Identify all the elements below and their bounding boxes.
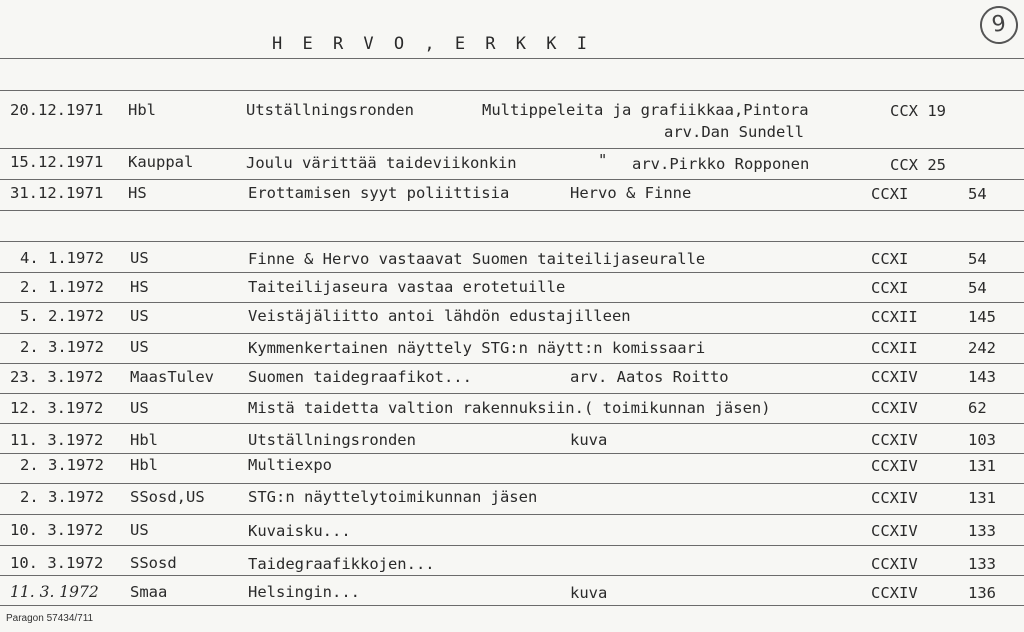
entry-date: 10. 3.1972	[10, 521, 104, 539]
entry-source: Kauppal	[128, 153, 194, 171]
entry-date: 31.12.1971	[10, 184, 104, 202]
entry-ref: CCXIV	[871, 522, 918, 540]
rule	[0, 453, 1024, 454]
rule	[0, 605, 1024, 606]
entry-note: kuva	[570, 584, 608, 602]
rule	[0, 90, 1024, 91]
entry-page: 54	[968, 250, 987, 268]
entry-source: Hbl	[128, 101, 156, 119]
entry-page: 62	[968, 399, 987, 417]
entry-date: 2. 3.1972	[20, 338, 104, 356]
entry-ref: CCX 25	[890, 156, 946, 174]
entry-ref: CCXI	[871, 185, 909, 203]
entry-note: Hervo & Finne	[570, 184, 692, 202]
entry-ref: CCXII	[871, 308, 918, 326]
rule	[0, 179, 1024, 180]
entry-reviewer: arv.Dan Sundell	[664, 123, 804, 141]
entry-page: 131	[968, 489, 996, 507]
entry-ref: CCXIV	[871, 584, 918, 602]
card-number: 9	[978, 4, 1021, 47]
rule	[0, 545, 1024, 546]
entry-source: SSosd,US	[130, 488, 205, 506]
card-title: H E R V O , E R K K I	[272, 34, 592, 54]
entry-source: US	[130, 338, 149, 356]
entry-note: kuva	[570, 431, 608, 449]
entry-ref: CCXIV	[871, 368, 918, 386]
rule	[0, 210, 1024, 211]
rule	[0, 302, 1024, 303]
rule	[0, 575, 1024, 576]
entry-ref: CCXI	[871, 250, 909, 268]
entry-date: 4. 1.1972	[20, 249, 104, 267]
rule	[0, 423, 1024, 424]
entry-date: 20.12.1971	[10, 101, 104, 119]
entry-source: US	[130, 307, 149, 325]
entry-source: Hbl	[130, 431, 158, 449]
entry-page: 136	[968, 584, 996, 602]
entry-ref: CCX 19	[890, 102, 946, 120]
rule	[0, 483, 1024, 484]
entry-page: 133	[968, 522, 996, 540]
entry-source: Hbl	[130, 456, 158, 474]
entry-title: Mistä taidetta valtion rakennuksiin.( toimikunnan jäsen)	[248, 399, 771, 417]
entry-ref: CCXIV	[871, 489, 918, 507]
entry-ref: CCXIV	[871, 431, 918, 449]
entry-ref: CCXIV	[871, 555, 918, 573]
entry-date: 12. 3.1972	[10, 399, 104, 417]
entry-title: Finne & Hervo vastaavat Suomen taiteilijaseuralle	[248, 250, 706, 268]
rule	[0, 393, 1024, 394]
rule	[0, 514, 1024, 515]
entry-date: 2. 3.1972	[20, 488, 104, 506]
entry-source: HS	[128, 184, 147, 202]
entry-source: US	[130, 521, 149, 539]
entry-source: SSosd	[130, 554, 177, 572]
entry-note: arv. Aatos Roitto	[570, 368, 729, 386]
entry-page: 143	[968, 368, 996, 386]
rule	[0, 148, 1024, 149]
entry-page: 131	[968, 457, 996, 475]
entry-title: Suomen taidegraafikot...	[248, 368, 472, 386]
entry-ref: CCXI	[871, 279, 909, 297]
entry-date: 2. 1.1972	[20, 278, 104, 296]
entry-page: 54	[968, 185, 987, 203]
entry-source: MaasTulev	[130, 368, 214, 386]
rule	[0, 58, 1024, 59]
printer-imprint: Paragon 57434/711	[6, 613, 94, 624]
entry-date: 11. 3.1972	[10, 431, 104, 449]
entry-page: 145	[968, 308, 996, 326]
entry-title: Multiexpo	[248, 456, 332, 474]
entry-page: 242	[968, 339, 996, 357]
entry-date: 2. 3.1972	[20, 456, 104, 474]
rule	[0, 333, 1024, 334]
rule	[0, 272, 1024, 273]
entry-page: 54	[968, 279, 987, 297]
entry-title: Joulu värittää taideviikonkin	[246, 154, 517, 172]
rule	[0, 363, 1024, 364]
entry-title: STG:n näyttelytoimikunnan jäsen	[248, 488, 538, 506]
entry-note: "	[598, 151, 608, 169]
entry-source: US	[130, 399, 149, 417]
entry-source: US	[130, 249, 149, 267]
entry-reviewer: arv.Pirkko Ropponen	[632, 155, 810, 173]
entry-source: Smaa	[130, 583, 168, 601]
entry-ref: CCXIV	[871, 457, 918, 475]
entry-title: Taiteilijaseura vastaa erotetuille	[248, 278, 566, 296]
entry-page: 103	[968, 431, 996, 449]
entry-date: 5. 2.1972	[20, 307, 104, 325]
entry-title: Erottamisen syyt poliittisia	[248, 184, 510, 202]
entry-title: Utställningsronden	[246, 101, 414, 119]
entry-page: 133	[968, 555, 996, 573]
entry-title: Helsingin...	[248, 583, 360, 601]
entry-ref: CCXII	[871, 339, 918, 357]
entry-date: 10. 3.1972	[10, 554, 104, 572]
entry-date: 23. 3.1972	[10, 368, 104, 386]
entry-title: Utställningsronden	[248, 431, 416, 449]
entry-note: Multippeleita ja grafiikkaa,Pintora	[482, 101, 809, 119]
rule	[0, 241, 1024, 242]
entry-title: Kymmenkertainen näyttely STG:n näytt:n komissaari	[248, 339, 706, 357]
entry-date: 15.12.1971	[10, 153, 104, 171]
entry-date: 11. 3. 1972	[10, 583, 99, 601]
entry-title: Veistäjäliitto antoi lähdön edustajilleen	[248, 307, 631, 325]
entry-source: HS	[130, 278, 149, 296]
entry-title: Taidegraafikkojen...	[248, 555, 435, 573]
entry-ref: CCXIV	[871, 399, 918, 417]
entry-title: Kuvaisku...	[248, 522, 351, 540]
